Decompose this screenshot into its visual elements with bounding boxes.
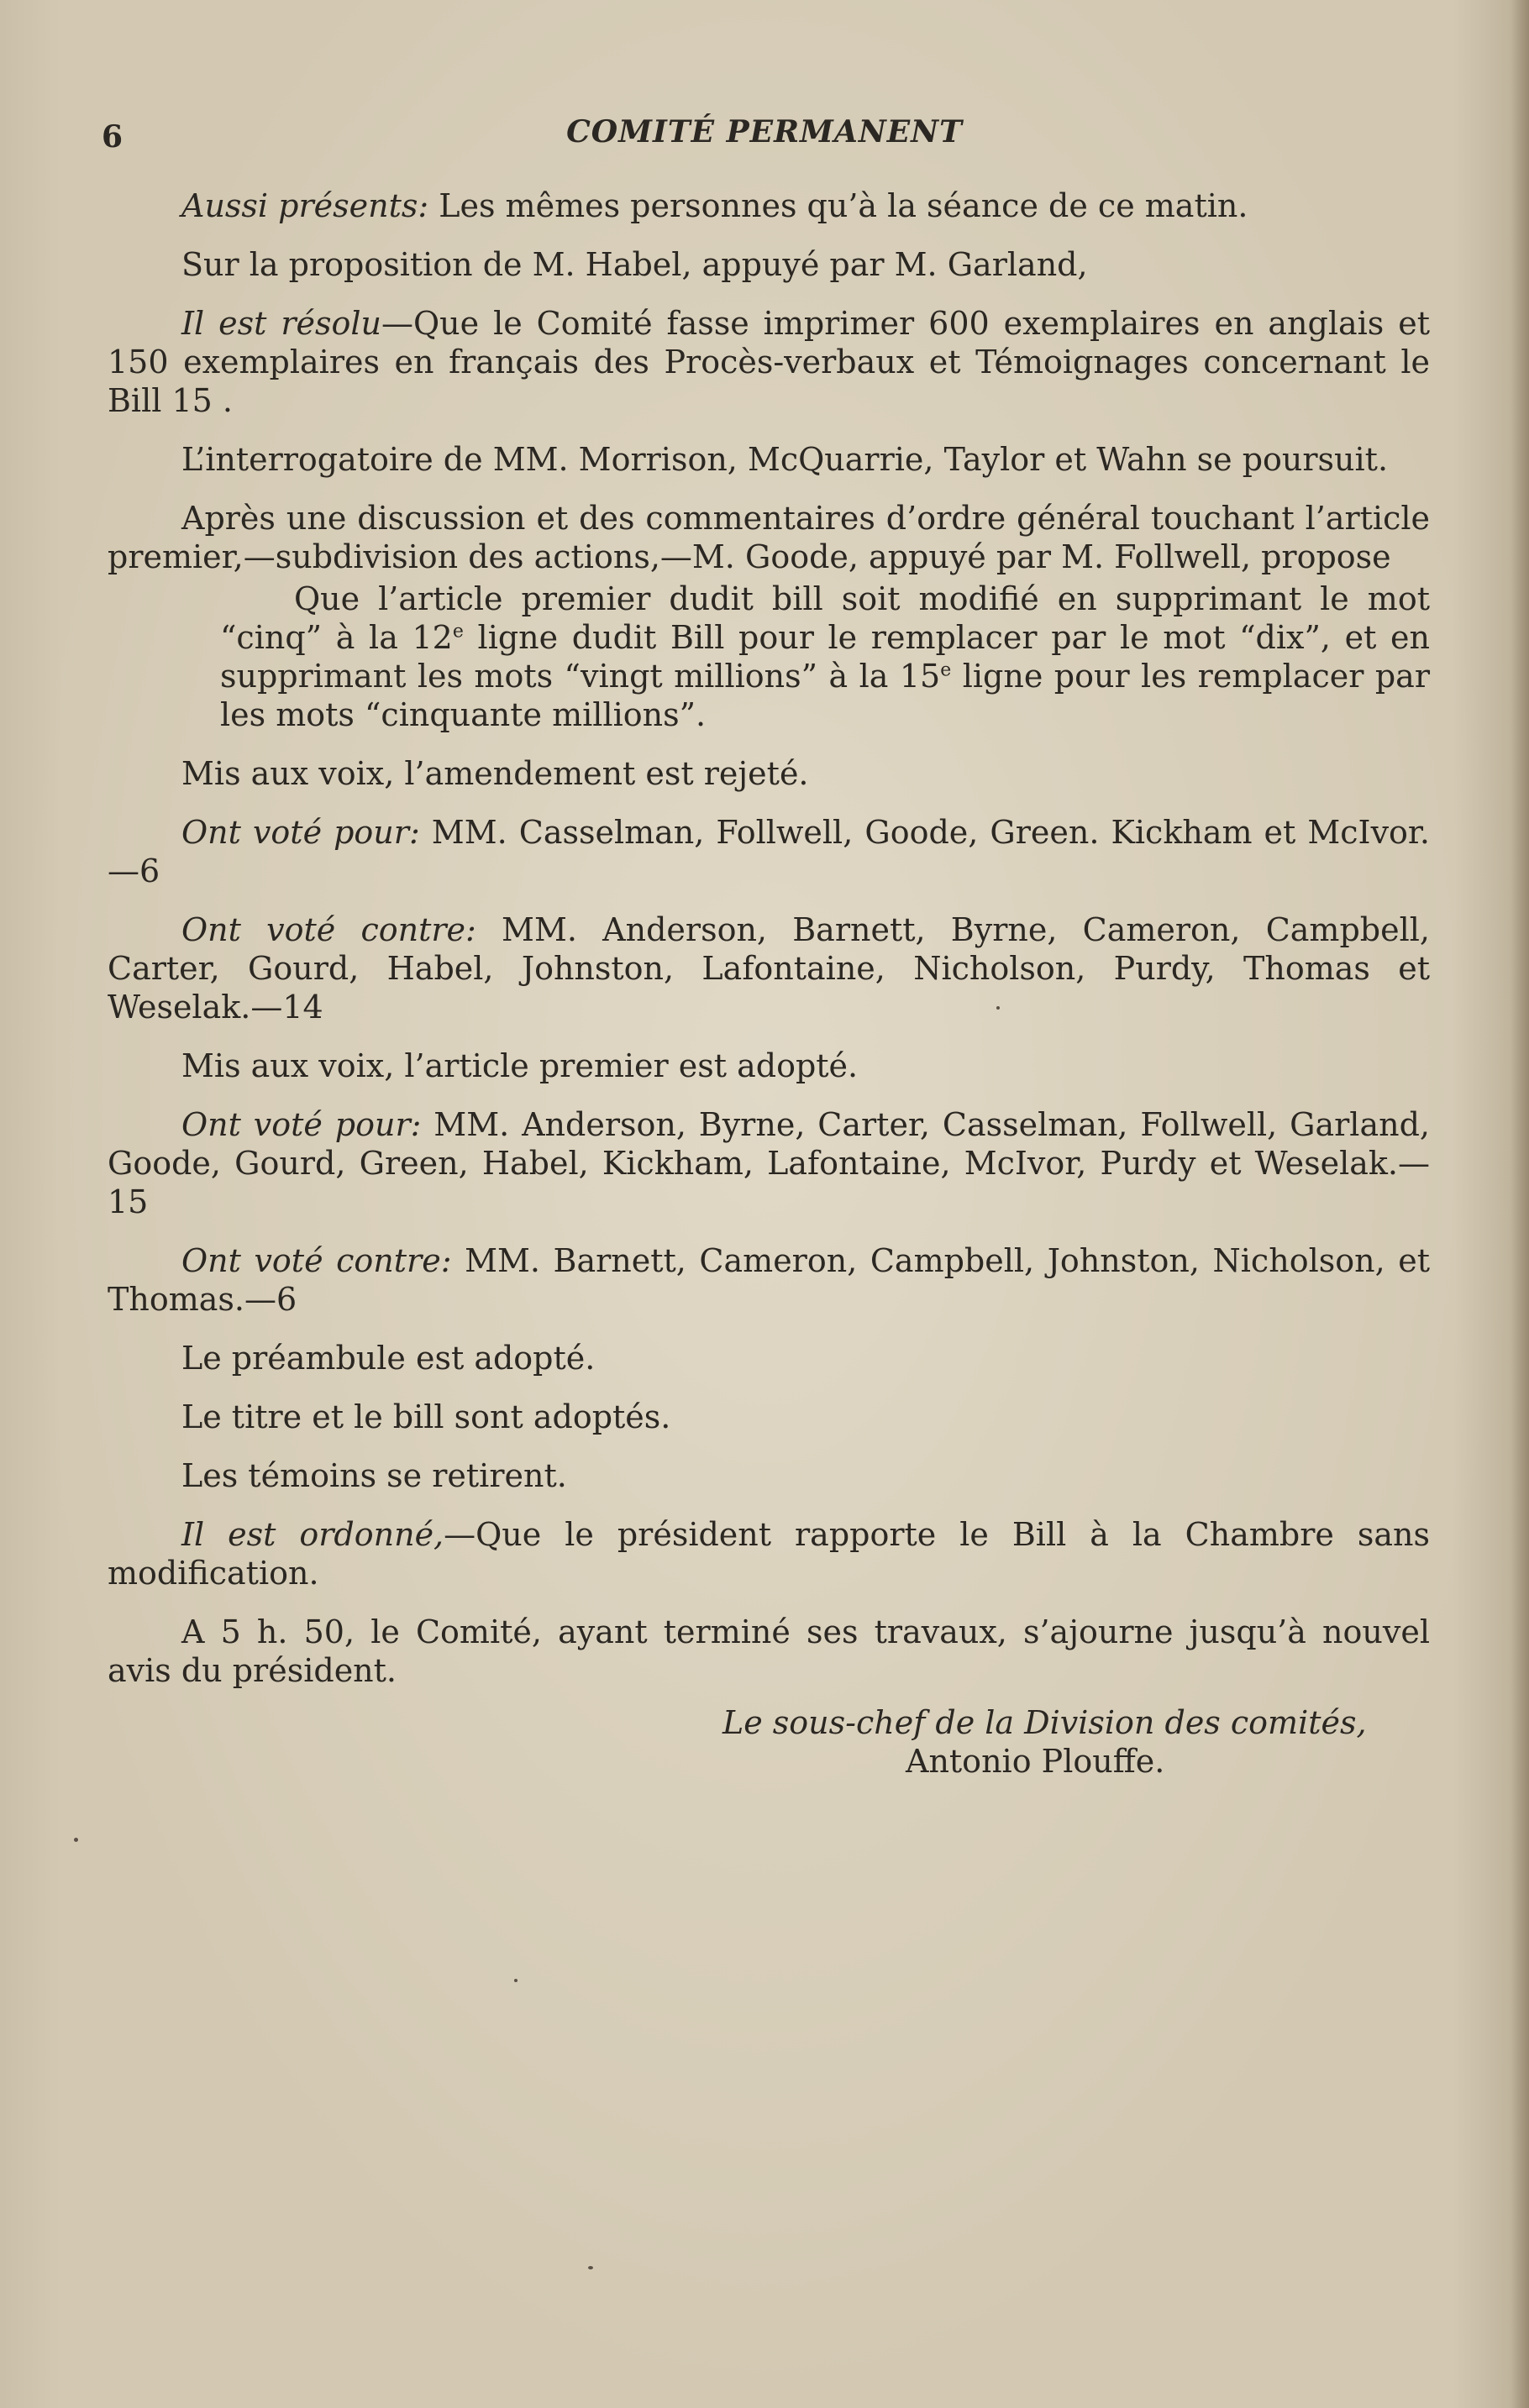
paragraph-text: A 5 h. 50, le Comité, ayant terminé ses travaux, s’ajourne jusqu’à nouvel avis du président.	[108, 1613, 1430, 1689]
paragraph-text: MM. Casselman, Follwell, Goode, Green. Kickham et McIvor.—6	[108, 814, 1430, 889]
page-edge-shadow	[1511, 0, 1529, 2408]
paper-speck	[588, 2266, 593, 2269]
paragraph-lead: Ont voté pour:	[181, 1106, 422, 1143]
paragraph-voted-against	[108, 1241, 1430, 1319]
paper-speck	[996, 1006, 1000, 1010]
paragraph-lead: Aussi présents:	[181, 187, 429, 224]
paragraph-text: Mis aux voix, l’article premier est adopté.	[181, 1047, 859, 1084]
paragraph-lead: Il est résolu	[181, 305, 381, 342]
motion-text: ligne dudit Bill pour le remplacer par le mot “dix”, et en supprimant les mots “vingt millions” à la 15	[220, 619, 1430, 695]
paragraph-preamble	[108, 1339, 1430, 1377]
paper-speck	[74, 1838, 78, 1842]
paragraph-text: Les mêmes personnes qu’à la séance de ce matin.	[428, 187, 1248, 224]
paragraph-text: MM. Anderson, Barnett, Byrne, Cameron, Campbell, Carter, Gourd, Habel, Johnston, Lafontaine, Nicholson, Purdy, Thomas et Weselak.—14	[108, 911, 1430, 1026]
paragraph-resolution	[108, 304, 1430, 420]
paragraph-text: Les témoins se retirent.	[181, 1457, 567, 1494]
minutes-body	[108, 186, 1430, 1710]
paragraph-lead: Ont voté contre:	[181, 1242, 452, 1279]
paragraph-voted-for	[108, 813, 1430, 890]
paragraph-text: MM. Anderson, Byrne, Carter, Casselman, Follwell, Garland, Goode, Gourd, Green, Habel, Kickham, Lafontaine, McIvor, Purdy et Weselak.—15	[108, 1106, 1430, 1220]
paragraph-discussion	[108, 499, 1430, 576]
paragraph-lead: Ont voté contre:	[181, 911, 476, 948]
paragraph-proposition	[108, 245, 1430, 284]
paragraph-voted-against	[108, 910, 1430, 1026]
paragraph-text: Mis aux voix, l’amendement est rejeté.	[181, 755, 809, 792]
motion-text: Que l’article premier dudit bill soit modifié en supprimant le mot “cinq” à la 12	[220, 580, 1430, 656]
paragraph-voted-for	[108, 1105, 1430, 1221]
paragraph-text: Sur la proposition de M. Habel, appuyé par M. Garland,	[181, 246, 1088, 283]
amendment-motion	[220, 580, 1430, 734]
paragraph-text: —Que le Comité fasse imprimer 600 exemplaires en anglais et 150 exemplaires en français des Procès-verbaux et Témoignages concernant le Bill 15 .	[108, 305, 1430, 419]
paragraph-text: Le préambule est adopté.	[181, 1340, 596, 1377]
signature-block	[722, 1703, 1395, 1781]
paper-speck	[514, 1979, 518, 1982]
paragraph-present	[108, 186, 1430, 225]
page-number: 6	[102, 119, 123, 155]
motion-text: ligne pour les remplacer par les mots “cinquante millions”.	[220, 658, 1431, 733]
paragraph-lead: Ont voté pour:	[181, 814, 420, 851]
paragraph-text: MM. Barnett, Cameron, Campbell, Johnston, Nicholson, et Thomas.—6	[108, 1242, 1430, 1318]
paragraph-text: L’interrogatoire de MM. Morrison, McQuarrie, Taylor et Wahn se poursuit.	[181, 441, 1389, 478]
motion-superscript: e	[452, 621, 464, 643]
paragraph-interrogatoire	[108, 440, 1430, 479]
paragraph-text: Après une discussion et des commentaires d’ordre général touchant l’article premier,—subdivision des actions,—M. Goode, appuyé par M. Follwell, propose	[108, 500, 1430, 575]
paragraph-amendment-vote	[108, 754, 1430, 793]
paragraph-text: —Que le président rapporte le Bill à la Chambre sans modification.	[108, 1516, 1430, 1592]
paragraph-title-bill	[108, 1398, 1430, 1436]
signature-name: Antonio Plouffe.	[906, 1743, 1165, 1780]
signature-title: Le sous-chef de la Division des comités,	[722, 1704, 1367, 1741]
paragraph-witnesses	[108, 1456, 1430, 1495]
running-title: COMITÉ PERMANENT	[566, 114, 963, 150]
paragraph-article-vote	[108, 1047, 1430, 1085]
paragraph-lead: Il est ordonné,	[181, 1516, 444, 1553]
motion-superscript: e	[940, 659, 952, 681]
paragraph-adjournment	[108, 1613, 1430, 1690]
paragraph-text: Le titre et le bill sont adoptés.	[181, 1398, 671, 1435]
paragraph-order	[108, 1515, 1430, 1592]
